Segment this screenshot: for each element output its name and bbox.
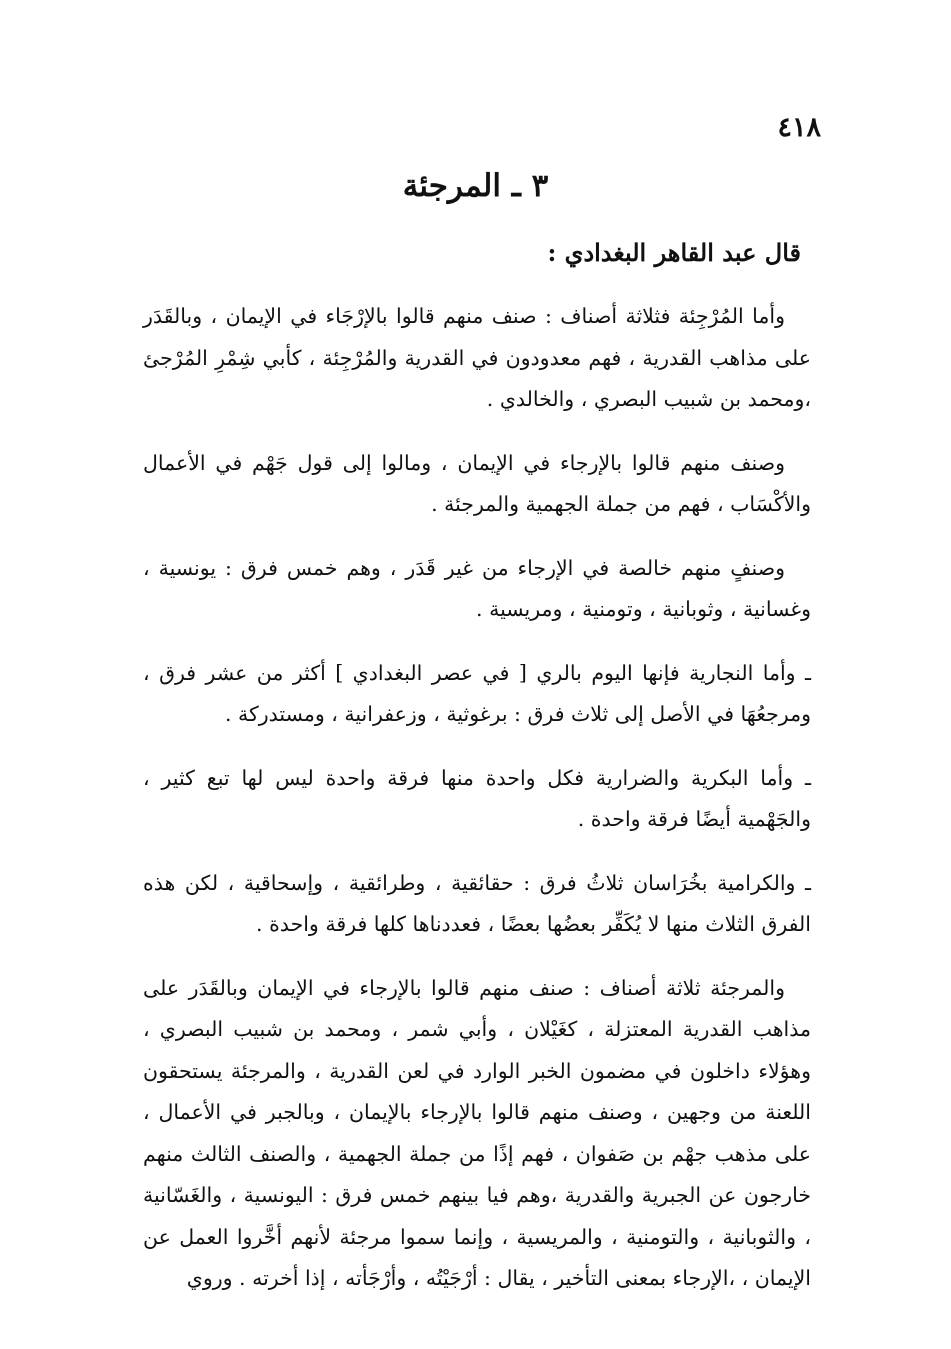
paragraph-jahmiyya-murjia: وصنف منهم قالوا بالإرجاء في الإيمان ، ومالوا إلى قول جَهْم في الأعمال والأكْسَاب ، فهم من جملة الجهمية والمرجئة . xyxy=(143,450,811,516)
page-number: ٤١٨ xyxy=(777,112,821,143)
paragraph-murjia-intro: وأما المُرْجِئة فثلاثة أصناف : صنف منهم قالوا بالإرْجَاء في الإيمان ، وبالقَدَر على مذاهب القدرية ، فهم معدودون في القدرية والمُرْجِئة ، كأبي شِمْرِ المُرْجئ ،ومحمد بن شبيب البصري ، والخالدي . xyxy=(143,304,811,411)
attribution-heading: قال عبد القاهر البغدادي : xyxy=(547,238,801,267)
paragraph-karramiyya: ـ والكرامية بخُرَاسان ثلاثُ فرق : حقائقية ، وطرائقية ، وإسحاقية ، لكن هذه الفرق الثلاث منها لا يُكَفِّر بعضُها بعضًا ، فعددناها كلها فرقة واحدة . xyxy=(143,870,811,936)
paragraph-pure-murjia: وصنفٍ منهم خالصة في الإرجاء من غير قَدَر ، وهم خمس فرق : يونسية ، وغسانية ، وثوبانية ، وتومنية ، ومريسية . xyxy=(143,555,811,621)
paragraph-bakriyya: ـ وأما البكرية والضرارية فكل واحدة منها فرقة واحدة ليس لها تبع كثير ، والجَهْمية أيضًا فرقة واحدة . xyxy=(143,765,811,831)
paragraph-najjariyya: ـ وأما النجارية فإنها اليوم بالري [ في عصر البغدادي ] أكثر من عشر فرق ، ومرجعُهَا في الأصل إلى ثلاث فرق : برغوثية ، وزعفرانية ، ومستدركة . xyxy=(143,660,811,726)
chapter-title: ٣ ـ المرجئة xyxy=(402,168,549,204)
paragraph-murjia-three-kinds: والمرجئة ثلاثة أصناف : صنف منهم قالوا بالإرجاء في الإيمان وبالقَدَر على مذاهب القدرية المعتزلة ، كغَيْلان ، وأبي شمر ، ومحمد بن شبيب البصري ، وهؤلاء داخلون في مضمون الخبر الوارد في لعن القدرية ، والمرجئة يستحقون اللعنة من وجهين ، وصنف منهم قالوا بالإرجاء بالإيمان ، وبالجبر في الأعمال ، على مذهب جهْم بن صَفوان ، فهم إذًا من جملة الجهمية ، والصنف الثالث منهم خارجون عن الجبرية والقدرية ،وهم فيا بينهم خمس فرق : اليونسية ، والغَسّانية ، والثوبانية ، والتومنية ، والمريسية ، وإنما سموا مرجئة لأنهم أخَّروا العمل عن الإيمان ، ،الإرجاء بمعنى التأخير ، يقال : أرْجَيْتُه ، وأرْجَأته ، إذا أخرته . وروي xyxy=(143,975,811,1290)
body-text xyxy=(143,296,811,1300)
